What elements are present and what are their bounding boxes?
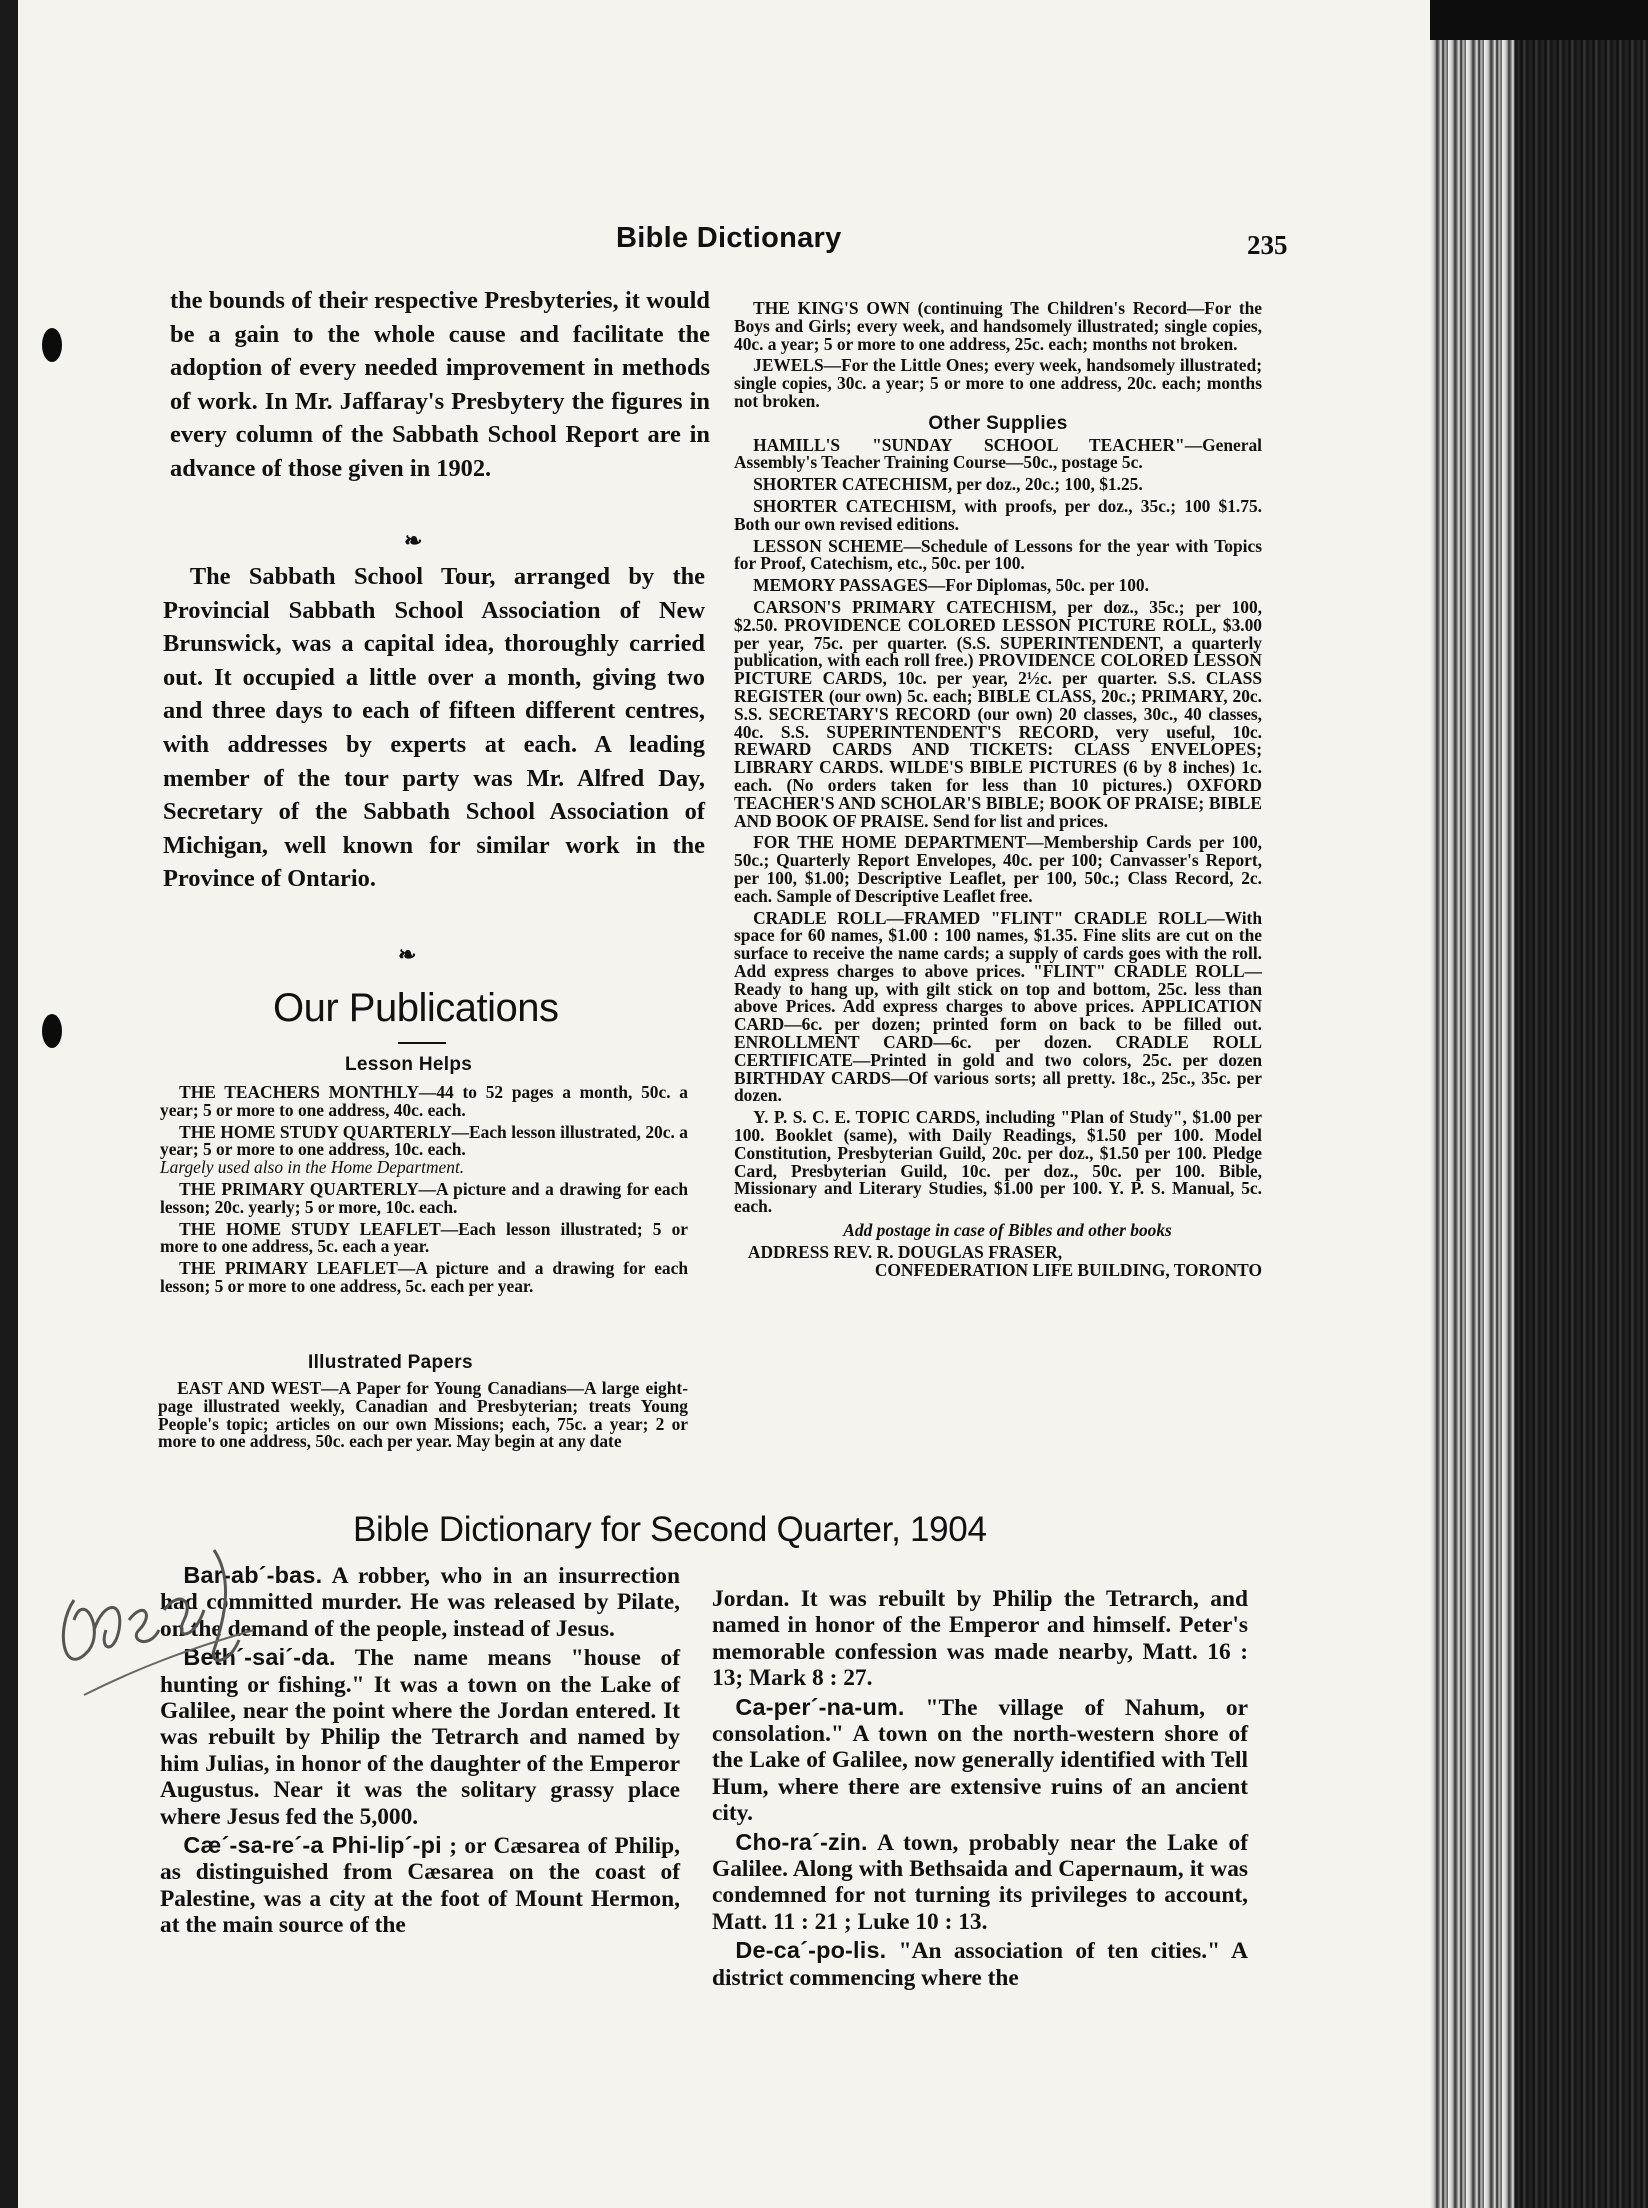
dictionary-entry [712, 1694, 1248, 1827]
dictionary-definition: "The village of Nahum, or consolation." A town on the north-western shore of the Lake of Galilee, now generally identified with Tell Hum, where there are extensive ruins of an ancient city. [712, 1694, 1248, 1827]
lesson-helps-heading: Lesson Helps [345, 1054, 473, 1075]
address-line: CONFEDERATION LIFE BUILDING, TORONTO [874, 1259, 1262, 1280]
editorial-text: the bounds of their respective Presbyteries, it would be a gain to the whole cause and facilitate the adoption of every needed improvement in methods of work. In Mr. Jaffaray's Presbytery the figures in every column of the Sabbath School Report are in advance of those given in 1902. [170, 287, 710, 482]
dictionary-term: Ca-per´-na-um. [735, 1693, 905, 1720]
illustrated-paper-item: EAST AND WEST—A Paper for Young Canadians—A large eight-page illustrated weekly, Canadian and Presbyterian; treats Young People's topic; articles on our own Missions; each, 75c. a year; 2 or more to one address, 50c. each per year. May begin at any date [158, 1378, 688, 1452]
dictionary-term: De-ca´-po-lis. [735, 1937, 887, 1964]
dictionary-definition: A robber, who in an insurrection had committed murder. He was released by Pilate, on the demand of the people, instead of Jesus. [160, 1563, 680, 1642]
lesson-help-item: THE PRIMARY QUARTERLY—A picture and a drawing for each lesson; 20c. yearly; 5 or more, 10c. each. [160, 1178, 688, 1217]
book-page [18, 0, 1430, 2208]
dictionary-term: Cho-ra´-zin. [735, 1828, 868, 1855]
address-line: ADDRESS REV. R. DOUGLAS FRASER, [747, 1241, 1063, 1262]
editorial-para-1 [170, 284, 710, 486]
dictionary-term: Bar-ab´-bas. [183, 1562, 323, 1588]
handwritten-annotation [44, 1480, 264, 1720]
illustrated-papers-heading: Illustrated Papers [308, 1352, 473, 1373]
supply-item: SHORTER CATECHISM, per doz., 20c.; 100, $1.25. [753, 474, 1143, 495]
supply-item: CARSON'S PRIMARY CATECHISM, per doz., 35c.; per 100, $2.50. PROVIDENCE COLORED LESSON PICTURE ROLL, $3.00 per year, 75c. per quarter. (S.S. SUPERINTENDENT, a quarterly publication, with each roll free.) PROVIDENCE COLORED LESSON PICTURE CARDS, 10c. per year, 2½c. per quarter. S.S. CLASS REGISTER (our own) 5c. each; BIBLE CLASS, 20c.; PRIMARY, 20c. S.S. SECRETARY'S RECORD (our own) 20 classes, 30c., 40 classes, 40c. S.S. SUPERINTENDENT'S RECORD, very useful, 10c. REWARD CARDS AND TICKETS: CLASS ENVELOPES; LIBRARY CARDS. WILDE'S BIBLE PICTURES (6 by 8 inches) 1c. each. (No orders taken for less than 10 pictures.) OXFORD TEACHER'S AND SCHOLAR'S BIBLE; BOOK OF PRAISE; BIBLE AND BOOK OF PRAISE. Send for list and prices. [734, 596, 1262, 831]
right-column-supplies [734, 300, 1262, 1279]
editorial-para-2 [163, 560, 705, 896]
dictionary-entry [160, 1832, 680, 1939]
dictionary-title: Bible Dictionary for Second Quarter, 1904 [353, 1510, 987, 1549]
lesson-help-note: Largely used also in the Home Department. [160, 1157, 465, 1178]
title-rule [398, 1042, 446, 1044]
lesson-help-item: THE TEACHERS MONTHLY—44 to 52 pages a month, 50c. a year; 5 or more to one address, 40c. each. [160, 1082, 688, 1120]
postage-note: Add postage in case of Bibles and other books [843, 1220, 1172, 1241]
lesson-helps-list [160, 1084, 688, 1300]
supply-item: LESSON SCHEME—Schedule of Lessons for the year with Topics for Proof, Catechism, etc., 50c. per 100. [734, 535, 1262, 574]
book-spine-shadow [1515, 40, 1648, 2208]
jewels-item: JEWELS—For the Little Ones; every week, handsomely illustrated; single copies, 30c. a year; 5 or more to one address, 20c. each; months not broken. [734, 355, 1262, 411]
binding-hole [42, 328, 62, 362]
scan-border [0, 0, 18, 2208]
binding-hole [42, 1014, 62, 1048]
lesson-help-item: THE HOME STUDY QUARTERLY—Each lesson illustrated, 20c. a year; 5 or more to one address, 10c. each. [160, 1121, 688, 1160]
supply-item: CRADLE ROLL—FRAMED "FLINT" CRADLE ROLL—With space for 60 names, $1.00 : 100 names, $1.35. Fine slits are cut on the surface to receive the name cards; a supply of cards goes with the roll. Add express charges to above prices. "FLINT" CRADLE ROLL—Ready to hang up, with gilt stick on top and bottom, 25c. less than above Prices. Add express charges to above prices. APPLICATION CARD—6c. per dozen; printed form on back to be filled out. ENROLLMENT CARD—6c. per dozen. CRADLE ROLL CERTIFICATE—Printed in gold and two colors, 25c. per dozen BIRTHDAY CARDS—Of various sorts; all pretty. 18c., 25c., 35c. per dozen. [734, 907, 1262, 1106]
dictionary-continuation: Jordan. It was rebuilt by Philip the Tetrarch, and named in honor of the Emperor and himself. Peter's memorable confession was made nearby, Matt. 16 : 13; Mark 8 : 27. [712, 1586, 1248, 1692]
dictionary-term: Cæ´-sa-re´-a Phi-lip´-pi [183, 1832, 442, 1859]
running-head: Bible Dictionary [616, 222, 842, 254]
dictionary-entry [712, 1937, 1248, 1991]
section-ornament: ❧ [404, 528, 423, 553]
lesson-help-item: THE HOME STUDY LEAFLET—Each lesson illustrated; 5 or more to one address, 5c. each a year. [160, 1218, 688, 1257]
supply-item: Y. P. S. C. E. TOPIC CARDS, including "Plan of Study", $1.00 per 100. Booklet (same), with Daily Readings, $1.50 per 100. Model Constitution, Presbyterian Guild, 20c. per doz., $1.50 per 100. Pledge Card, Presbyterian Guild, 10c. per doz., 50c. per 100. Bible, Missionary and Literary Studies, $1.00 per 100. Y. P. S. Manual, 5c. each. [734, 1107, 1262, 1217]
section-ornament: ❧ [398, 942, 417, 967]
publications-title: Our Publications [273, 986, 559, 1030]
supply-item: SHORTER CATECHISM, with proofs, per doz., 35c.; 100 $1.75. Both our own revised editions. [734, 495, 1262, 534]
dictionary-definition: "An association of ten cities." A district commencing where the [712, 1938, 1248, 1991]
kings-own-item: THE KING'S OWN (continuing The Children's Record—For the Boys and Girls; every week, and handsomely illustrated; single copies, 40c. a year; 5 or more to one address, 25c. each; months not broken. [734, 298, 1262, 354]
dictionary-term: Beth´-sai´-da. [183, 1644, 336, 1671]
dictionary-definition: A town, probably near the Lake of Galilee. Along with Bethsaida and Capernaum, it was condemned for not turning its privileges to account, Matt. 11 : 21 ; Luke 10 : 13. [712, 1829, 1248, 1935]
other-supplies-heading: Other Supplies [928, 412, 1068, 434]
supply-item: FOR THE HOME DEPARTMENT—Membership Cards per 100, 50c.; Quarterly Report Envelopes, 40c. per 100; Canvasser's Report, per 100, $1.00; Descriptive Leaflet, per 100, 50c.; Class Record, 2c. each. Sample of Descriptive Leaflet free. [734, 832, 1262, 906]
lesson-help-item: THE PRIMARY LEAFLET—A picture and a drawing for each lesson; 5 or more to one address, 5c. each per year. [160, 1258, 688, 1296]
dictionary-definition: ; or Cæsarea of Philip, as distinguished from Cæsarea on the coast of Palestine, was a city at the foot of Mount Hermon, at the main source of the [160, 1833, 680, 1939]
dictionary-entry [712, 1829, 1248, 1936]
illustrated-papers-list [158, 1380, 688, 1455]
page-number: 235 [1247, 230, 1288, 260]
dictionary-right-column [712, 1586, 1248, 1993]
supply-item: MEMORY PASSAGES—For Diplomas, 50c. per 100. [753, 575, 1149, 596]
editorial-text: The Sabbath School Tour, arranged by the Provincial Sabbath School Association of New Brunswick, was a capital idea, thoroughly carried out. It occupied a little over a month, giving two and three days to each of fifteen different centres, with addresses by experts at each. A leading member of the tour party was Mr. Alfred Day, Secretary of the Sabbath School Association of Michigan, well known for similar work in the Province of Ontario. [163, 563, 705, 893]
supply-item: HAMILL'S "SUNDAY SCHOOL TEACHER"—General Assembly's Teacher Training Course—50c., postage 5c. [734, 434, 1262, 473]
dictionary-definition: The name means "house of hunting or fishing." It was a town on the Lake of Galilee, near the point where the Jordan entered. It was rebuilt by Philip the Tetrarch and named by him Julias, in honor of the daughter of the Emperor Augustus. Near it was the solitary grassy place where Jesus fed the 5,000. [160, 1645, 680, 1830]
